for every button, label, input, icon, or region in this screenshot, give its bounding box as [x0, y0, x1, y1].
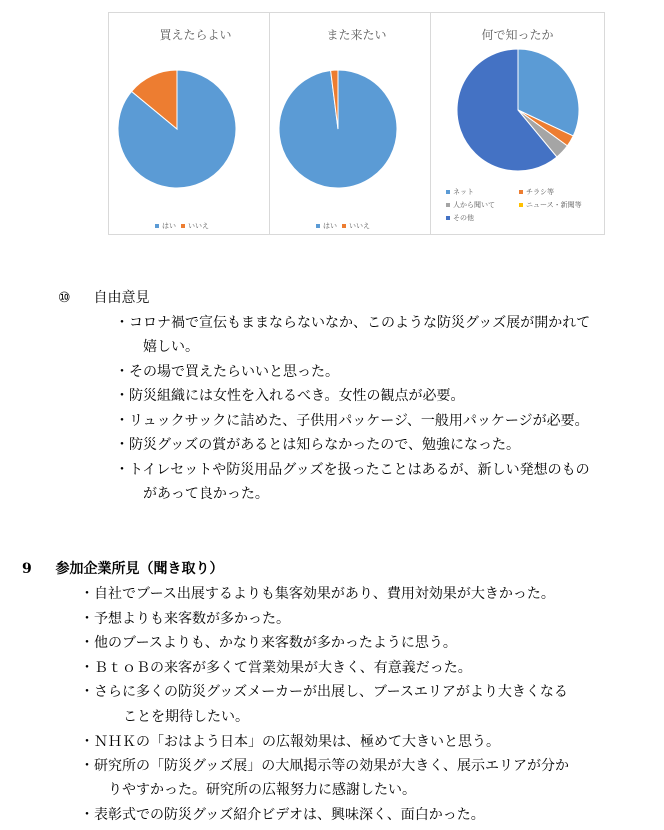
company-comment-line: ・ＮＨＫの「おはよう日本」の広報効果は、極めて大きいと思う。: [80, 734, 500, 750]
pie-chart-revisit: [269, 12, 444, 235]
legend-label: いいえ: [349, 222, 370, 230]
company-comment-line: ・予想よりも来客数が多かった。: [80, 611, 290, 627]
legend-item: [446, 213, 474, 223]
legend-item: [446, 200, 495, 210]
legend-label: ニュース・新聞等: [526, 201, 582, 209]
section-title: 自由意見: [93, 290, 150, 306]
legend-item: [519, 187, 554, 197]
company-comment-line: ・他のブースよりも、かなり来客数が多かったように思う。: [80, 635, 457, 651]
legend-swatch: [181, 224, 185, 228]
opinion-line: ・防災組織には女性を入れるべき。女性の観点が必要。: [115, 388, 465, 404]
legend-label: ネット: [453, 188, 474, 196]
chart-legend: [270, 219, 445, 233]
section-title: 参加企業所見（聞き取り）: [55, 561, 224, 577]
company-comment-line: ・表彰式での防災グッズ紹介ビデオは、興味深く、面白かった。: [80, 807, 485, 823]
section-9-heading: [22, 558, 224, 578]
legend-item: [155, 221, 176, 231]
legend-label: はい: [162, 222, 176, 230]
chart-legend: [431, 185, 606, 235]
legend-swatch: [519, 190, 523, 194]
legend-swatch: [446, 190, 450, 194]
legend-label: いいえ: [188, 222, 209, 230]
legend-swatch: [446, 203, 450, 207]
chart-title: 何で知ったか: [481, 28, 554, 42]
legend-label: はい: [323, 222, 337, 230]
company-comment-line: りやすかった。研究所の広報努力に感謝したい。: [108, 782, 416, 798]
opinion-line: ・防災グッズの賞があるとは知らなかったので、勉強になった。: [115, 437, 521, 453]
chart-title: 買えたらよい: [159, 28, 232, 42]
company-comment-line: ・研究所の「防災グッズ展」の大凧掲示等の効果が大きく、展示エリアが分か: [80, 758, 570, 774]
legend-item: [342, 221, 370, 231]
opinion-line: ・その場で買えたらいいと思った。: [115, 364, 339, 380]
legend-swatch: [342, 224, 346, 228]
legend-label: チラシ等: [526, 188, 554, 196]
opinion-line: があって良かった。: [143, 486, 269, 502]
legend-label: その他: [453, 214, 474, 222]
company-comment-line: ことを期待したい。: [123, 709, 249, 725]
legend-swatch: [446, 216, 450, 220]
company-comment-line: ・自社でブース出展するよりも集客効果があり、費用対効果が大きかった。: [80, 586, 555, 602]
legend-item: [446, 187, 474, 197]
pie-chart-source: [430, 12, 605, 235]
section-number: 9: [22, 561, 32, 577]
legend-swatch: [316, 224, 320, 228]
chart-title: また来たい: [326, 28, 387, 42]
opinion-line: ・トイレセットや防災用品グッズを扱ったことはあるが、新しい発想のもの: [115, 462, 590, 478]
pie-chart-buy: [108, 12, 283, 235]
pie-chart-svg: [109, 13, 284, 236]
legend-swatch: [519, 203, 523, 207]
chart-legend: [109, 219, 284, 233]
legend-swatch: [155, 224, 159, 228]
section-number: ⑩: [58, 290, 71, 306]
legend-item: [519, 200, 582, 210]
company-comment-line: ・さらに多くの防災グッズメーカーが出展し、ブースエリアがより大きくなる: [80, 684, 568, 700]
opinion-line: 嬉しい。: [143, 339, 199, 355]
pie-chart-svg: [270, 13, 445, 236]
opinion-line: ・リュックサックに詰めた、子供用パッケージ、一般用パッケージが必要。: [115, 413, 589, 429]
company-comment-line: ・ＢｔｏＢの来客が多くて営業効果が大きく、有意義だった。: [80, 660, 472, 676]
opinion-line: ・コロナ禍で宣伝もままならないなか、このような防災グッズ展が開かれて: [115, 315, 591, 331]
legend-label: 人から聞いて: [453, 201, 495, 209]
section-10-heading: [58, 287, 149, 307]
legend-item: [181, 221, 209, 231]
legend-item: [316, 221, 337, 231]
